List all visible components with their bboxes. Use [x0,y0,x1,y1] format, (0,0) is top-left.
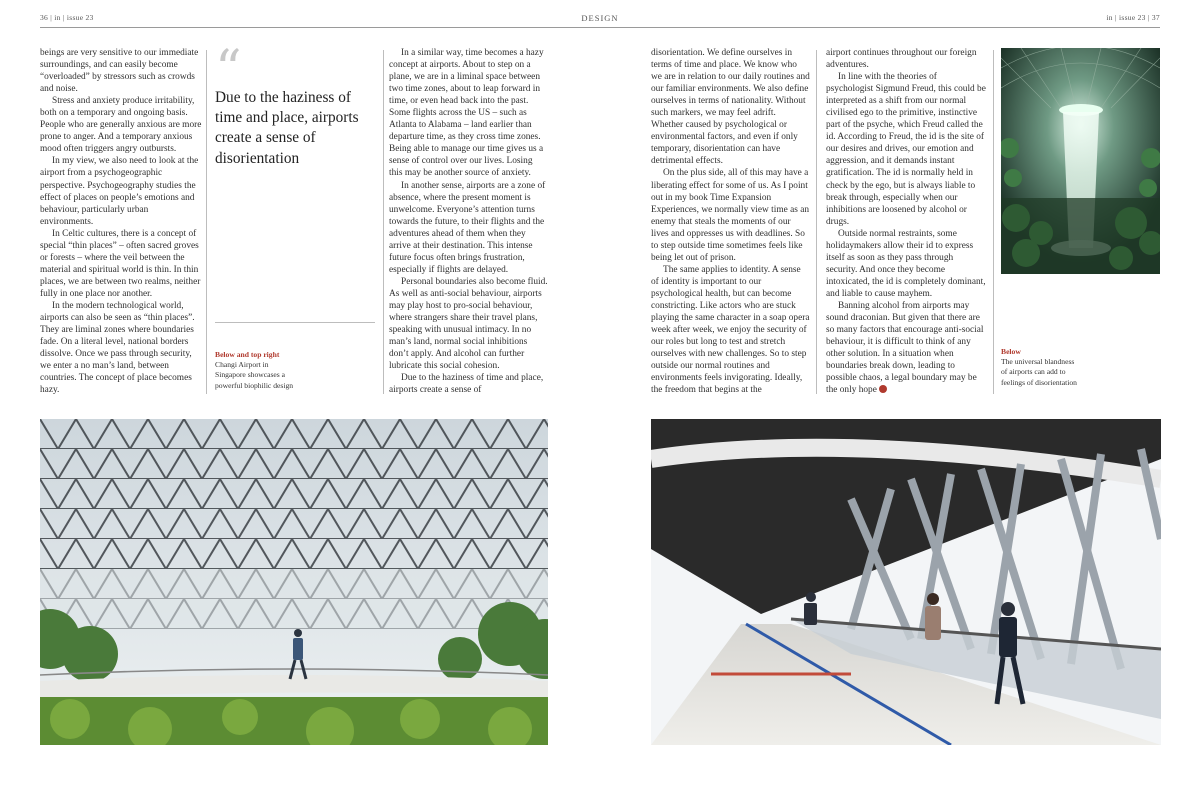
paragraph: In Celtic cultures, there is a concept of special “thin places” – often sacred groves or forests – where the veil between the material and spiritual world is thin. In thin places, we are between two realms, neither fully in one place nor another. [40,228,201,299]
paragraph: In a similar way, time becomes a hazy concept at airports. About to step on a plane, we are in a liminal space between two time zones, about to leap forward in time, or even head back into the past. Some flights across the US – such as Atlanta to Alabama – land earlier than departure time, as they cross time zones. Being able to manage our time gives us a sense of control over our lives. Losing this may be another source of anxiety. [389,48,544,179]
paragraph: Stress and anxiety produce irritability, both on a temporary and ongoing basis. People who are generally anxious are more prone to anger. And a temporary anxious mood often triggers angry outbursts. [40,96,202,155]
paragraph: In another sense, airports are a zone of absence, where the present moment is unwelcome. Everyone’s attention turns towards the future, to their flights and the adventures ahead of them when they arrive at their destination. This intense future focus often brings frustration, especially if flights are delayed. [389,180,546,275]
final-sentence: Banning alcohol from airports may sound draconian. But given that there are so many factors that encourage anti-social behaviour, it is difficult to think of any other solution. In a situation when boundaries break down, leading to possible chaos, a legal boundary may be the only hope [826,300,984,396]
end-mark-icon [879,385,887,393]
column-divider [816,50,817,394]
paragraph: beings are very sensitive to our immediate surroundings, and can easily become “overloaded” by stressors such as crowds and noise. [40,48,199,95]
header-rule [40,27,1160,28]
column-divider [993,50,994,394]
caption-title: Below [1001,347,1021,356]
canopy-bridge-image [40,419,548,745]
text-column-3 [651,47,810,396]
text-column-1 [40,47,203,396]
rain-vortex-image [1001,48,1160,274]
paragraph: disorientation. We define ourselves in terms of time and place. We know who we are in relation to our daily routines and our familiar environments. We also define ourselves in terms of nationality. Without such markers, we may feel adrift. Whether caused by psychological or environmental factors, and even if only temporary, disorientation can have detrimental effects. [651,48,810,167]
caption-rule [215,322,375,323]
caption-title: Below and top right [215,350,280,359]
section-title: DESIGN [581,13,619,23]
photo-canopy-bridge [40,419,548,745]
paragraph: The same applies to identity. A sense of identity is important to our psychological health, but can become constricting. Like actors who are stuck playing the same character in a soap opera week after week, we enjoy the security of our roles but long to test and stretch ourselves with new challenges. So to step outside our normal routines and environments feels invigorating. Ideally, the freedom that begins at the [651,264,810,396]
paragraph: Outside normal restraints, some holidaymakers allow their id to express itself as soon as they pass through security. And once they become intoxicated, the id is completely dominant, and liable to cause mayhem. [826,228,986,299]
caption-text: Changi Airport in Singapore showcases a powerful biophilic design [215,360,294,390]
paragraph: In my view, we also need to look at the airport from a psychogeographic perspective. Psychogeography studies the effect of places on people’s emotions and behaviour, particularly urban environments. [40,156,199,227]
caption-right [1001,347,1081,388]
folio-left: 36 | in | issue 23 [40,13,94,22]
quote-mark-icon: “ [215,40,242,100]
photo-travelator-corridor [651,419,1161,745]
paragraph: Due to the haziness of time and place, airports create a sense of [389,373,544,396]
paragraph: In line with the theories of psychologist Sigmund Freud, this could be interpreted as a shift from our normal civilised ego to the primitive, instinctive part of the psyche, which Freud called the id. According to Freud, the id is the site of our desires and drives, our emotion and aggression, and it demands instant gratification. The id is normally held in check by the ego, but is always liable to break through, especially when our inhibitions are loosened by alcohol or drugs. [826,72,986,227]
paragraph [826,300,986,396]
caption-left [215,350,295,391]
travelator-corridor-image [651,419,1161,745]
caption-text: The universal blandness of airports can add to feelings of disorientation [1001,357,1077,387]
paragraph: airport continues throughout our foreign adventures. [826,48,977,71]
paragraph: On the plus side, all of this may have a liberating effect for some of us. As I point out in my book Time Expansion Experiences, we normally view time as an enemy that steals the moments of our lives and oppresses us with deadlines. So to step outside time sometimes feels like being let out of prison. [651,168,810,263]
pull-quote: Due to the haziness of time and place, airports create a sense of disorientation [215,89,359,167]
column-divider [206,50,207,394]
photo-rain-vortex [1001,48,1160,274]
text-column-2 [389,47,548,396]
column-divider [383,50,384,394]
paragraph: In the modern technological world, airports can also be seen as “thin places”. They are liminal zones where boundaries fade. On a literal level, national borders dissolve. Once we pass through security, we enter a no man’s land, between countries. The concept of place becomes hazy. [40,300,195,396]
folio-right: in | issue 23 | 37 [1106,13,1160,22]
paragraph: Personal boundaries also become fluid. As well as anti-social behaviour, airports may play host to pro-social behaviour, where strangers share their travel plans, speaking with unusual intimacy. In no man’s land, normal social inhibitions don’t apply. And alcohol can further lubricate this social cohesion. [389,276,548,372]
text-column-4 [826,47,986,396]
